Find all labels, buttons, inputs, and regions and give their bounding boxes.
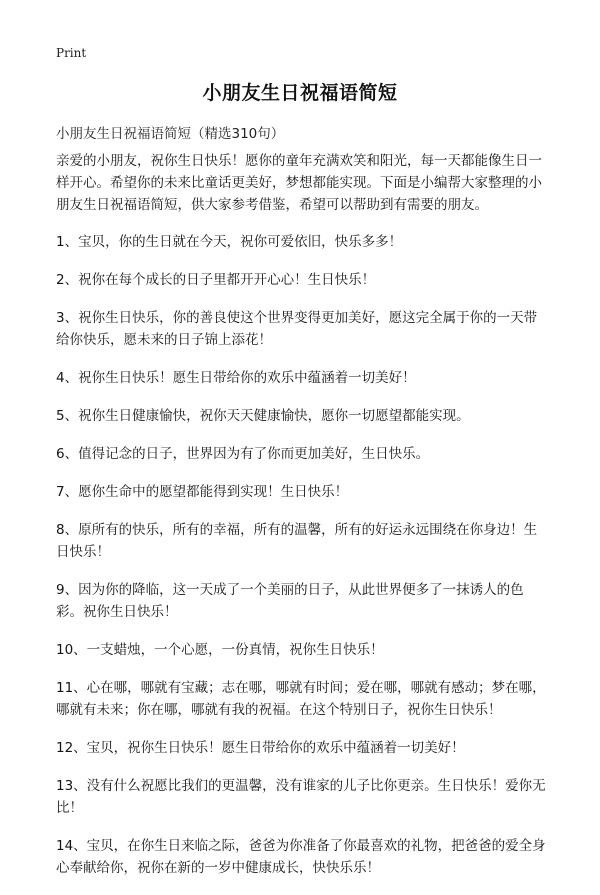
page-subtitle: 小朋友生日祝福语简短（精选310句） bbox=[56, 126, 285, 142]
list-item: 2、祝你在每个成长的日子里都开开心心！生日快乐！ bbox=[56, 272, 376, 288]
list-item: 10、一支蜡烛，一个心愿，一份真情，祝你生日快乐！ bbox=[56, 642, 384, 658]
list-item: 11、心在哪，哪就有宝藏；志在哪，哪就有时间；爱在哪，哪就有感动；梦在哪，哪就有未来；你在哪，哪就有我的祝福。在这个特别日子，祝你生日快乐！ bbox=[56, 680, 546, 718]
list-item: 7、愿你生命中的愿望都能得到实现！生日快乐！ bbox=[56, 484, 349, 500]
list-item: 1、宝贝，你的生日就在今天，祝你可爱依旧，快乐多多！ bbox=[56, 234, 403, 250]
list-item: 12、宝贝，祝你生日快乐！愿生日带给你的欢乐中蕴涵着一切美好！ bbox=[56, 740, 465, 756]
list-item: 5、祝你生日健康愉快，祝你天天健康愉快，愿你一切愿望都能实现。 bbox=[56, 408, 470, 424]
list-item: 4、祝你生日快乐！愿生日带给你的欢乐中蕴涵着一切美好！ bbox=[56, 370, 416, 386]
print-link[interactable]: Print bbox=[56, 46, 87, 60]
list-item: 9、因为你的降临，这一天成了一个美丽的日子，从此世界便多了一抹诱人的色彩。祝你生日快乐！ bbox=[56, 582, 524, 620]
list-item: 14、宝贝，在你生日来临之际，爸爸为你准备了你最喜欢的礼物，把爸爸的爱全身心奉献给你，祝你在新的一岁中健康成长，快快乐乐！ bbox=[56, 838, 546, 876]
page-title: 小朋友生日祝福语简短 bbox=[202, 82, 398, 104]
list-item: 13、没有什么祝愿比我们的更温馨，没有谁家的儿子比你更亲。生日快乐！爱你无比！ bbox=[56, 778, 546, 816]
article-body bbox=[56, 150, 548, 895]
list-item: 6、值得记念的日子，世界因为有了你而更加美好，生日快乐。 bbox=[56, 446, 430, 462]
intro-paragraph: 亲爱的小朋友，祝你生日快乐！愿你的童年充满欢笑和阳光，每一天都能像生日一样开心。希望你的未来比童话更美好，梦想都能实现。下面是小编帮大家整理的小朋友生日祝福语简短，供大家参考借鉴，希望可以帮助到有需要的朋友。 bbox=[56, 153, 542, 213]
list-item: 8、原所有的快乐，所有的幸福，所有的温馨，所有的好运永远围绕在你身边！生日快乐！ bbox=[56, 522, 538, 560]
list-item: 3、祝你生日快乐，你的善良使这个世界变得更加美好，愿这完全属于你的一天带给你快乐，愿未来的日子锦上添花！ bbox=[56, 310, 538, 348]
